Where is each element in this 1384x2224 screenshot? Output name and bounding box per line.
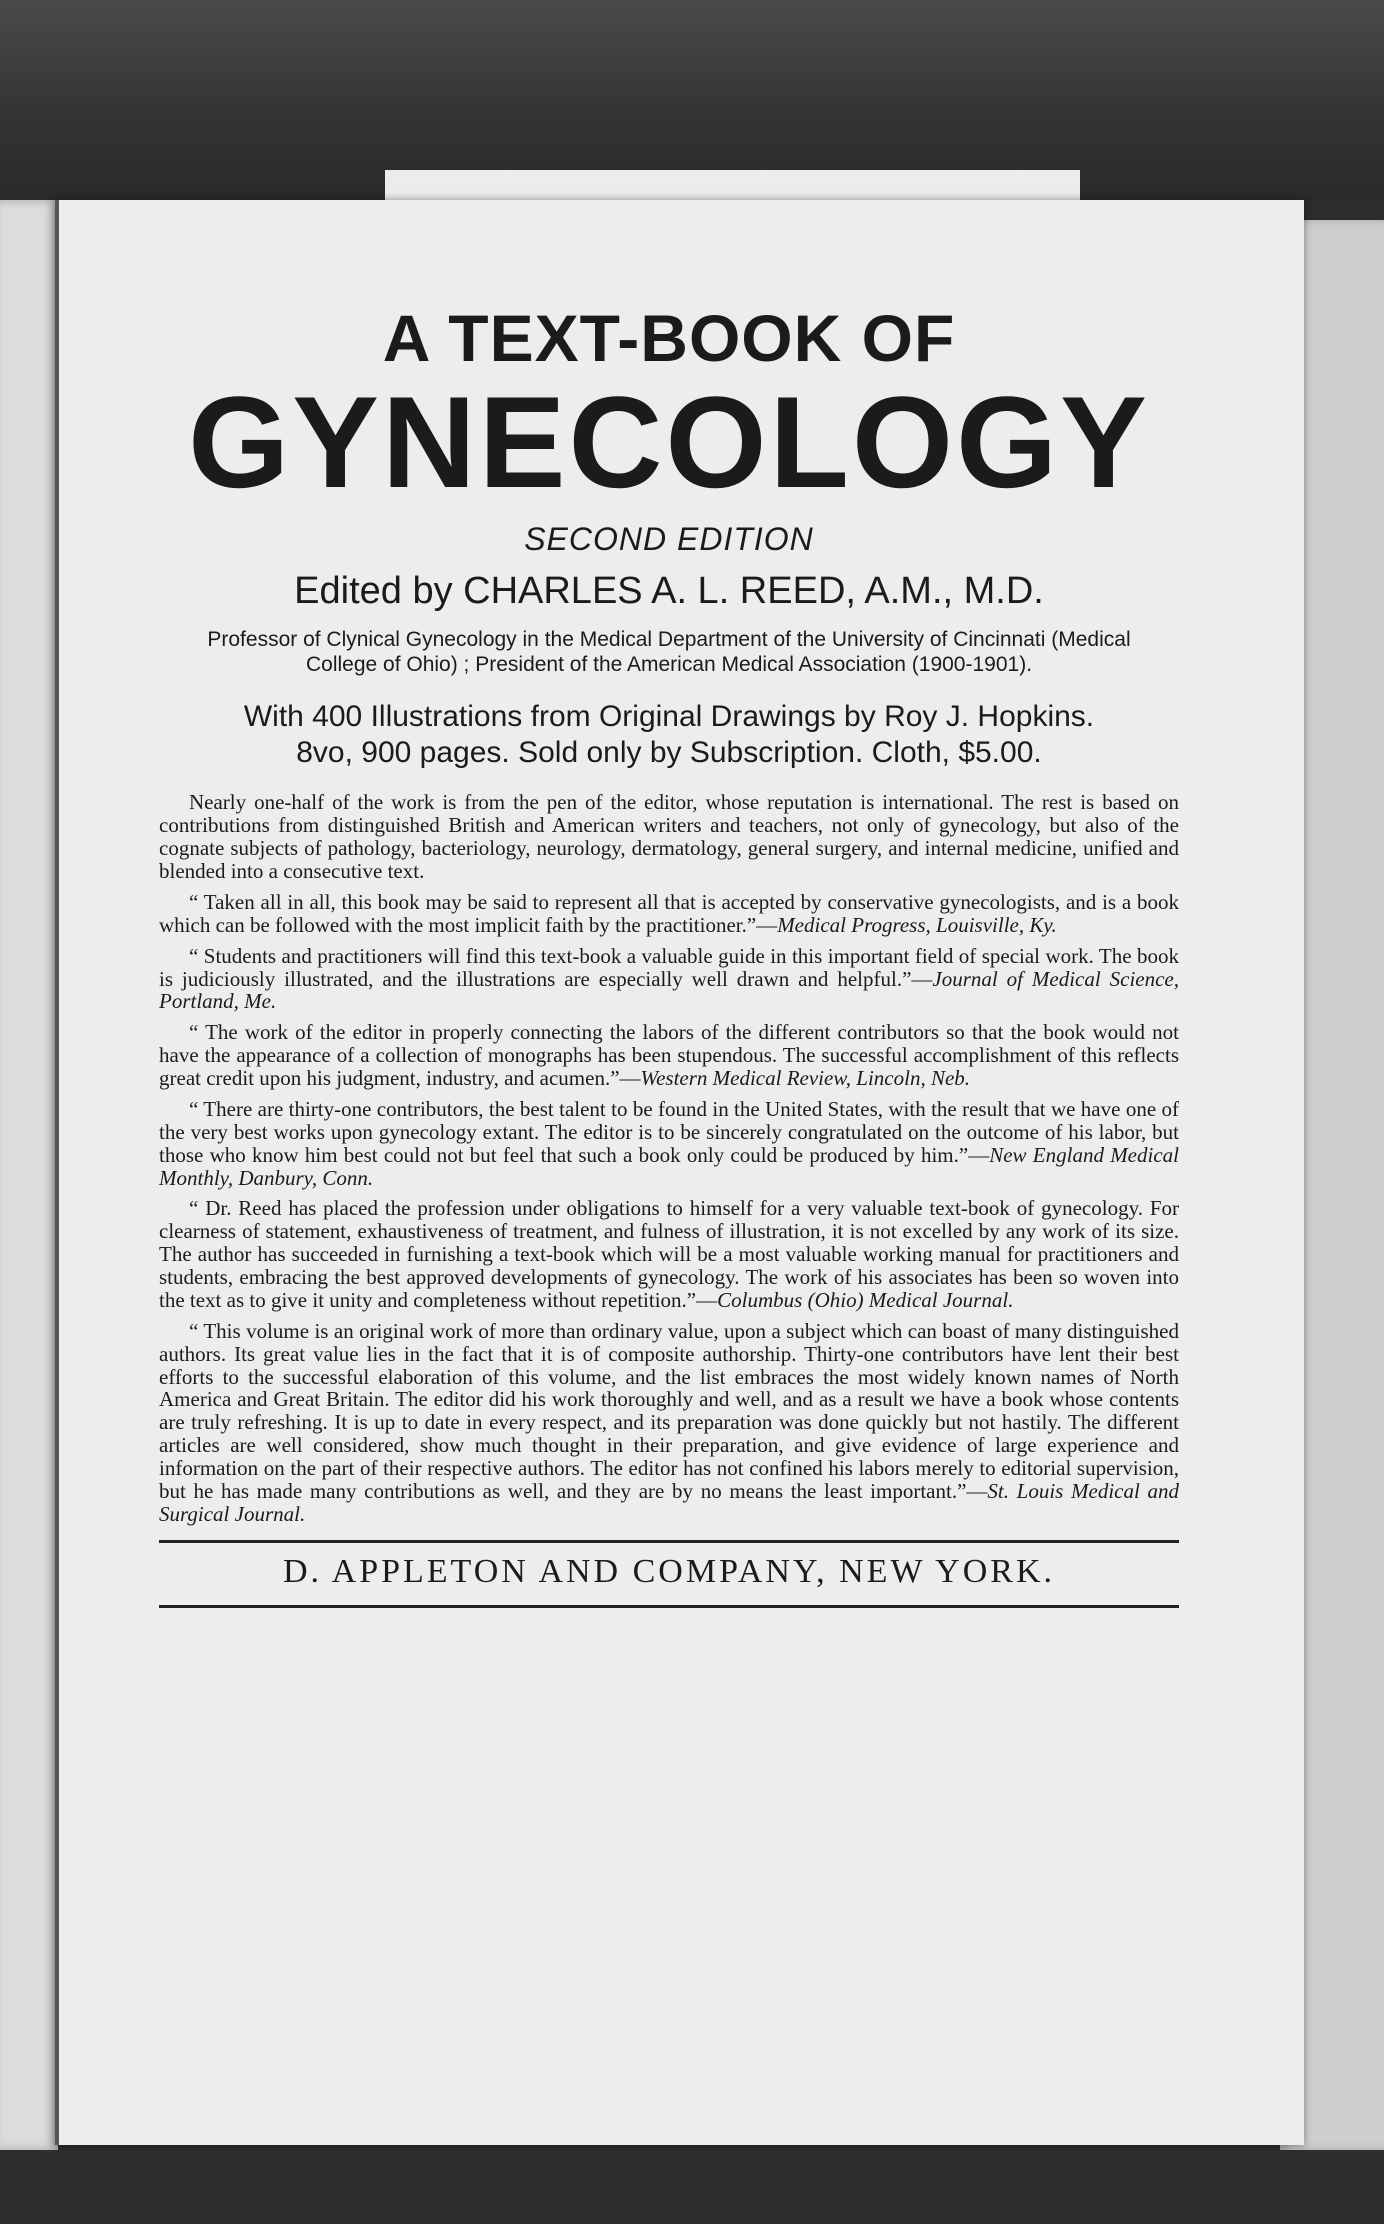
format-price-line: 8vo, 900 pages. Sold only by Subscription. Cloth, $5.00. xyxy=(296,736,1042,770)
paragraph xyxy=(159,945,1179,1014)
paragraph-text: “ Dr. Reed has placed the profession under obligations to himself for a very valuable text-book of gynecology. For clearness of statement, exhaustiveness of treatment, and fulness of illustration, it is not excelled by any work of its size. The author has succeeded in furnishing a text-book which will be a most valuable working manual for practitioners and students, embracing the best approved developments of gynecology. The work of his associates has been so woven into the text as to give it unity and completeness without repetition.”— xyxy=(159,1196,1179,1312)
edition-label: SECOND EDITION xyxy=(524,521,814,557)
paragraph xyxy=(159,1021,1179,1090)
paragraph xyxy=(159,1197,1179,1311)
editor-line: Edited by CHARLES A. L. REED, A.M., M.D. xyxy=(294,570,1044,612)
paragraph xyxy=(159,791,1179,883)
divider-bottom xyxy=(159,1605,1179,1608)
review-source: St. Louis Medical and Surgical Journal. xyxy=(159,1478,1180,1526)
paragraph-text: “ Taken all in all, this book may be said to represent all that is accepted by conservative gynecologists, and is a book which can be followed with the most implicit faith by the practitioner.”— xyxy=(159,889,1179,937)
paragraph xyxy=(159,1320,1179,1526)
illustrations-line: With 400 Illustrations from Original Drawings by Roy J. Hopkins. xyxy=(243,700,1095,734)
paragraph-text: “ Students and practitioners will find this text-book a valuable guide in this important field of special work. The book is judiciously illustrated, and the illustrations are especially well drawn and helpful.”— xyxy=(159,943,1179,991)
publisher-line: D. APPLETON AND COMPANY, NEW YORK. xyxy=(282,1552,1056,1590)
paragraph xyxy=(159,1098,1179,1190)
review-source: Journal of Medical Science, Portland, Me. xyxy=(159,966,1179,1014)
divider-top xyxy=(159,1540,1179,1543)
editor-credentials: Professor of Clynical Gynecology in the Medical Department of the University of Cincinnati (Medical College of Ohio) ; President of the American Medical Association (1900-1901). xyxy=(207,628,1131,677)
paragraph-text: “ There are thirty-one contributors, the best talent to be found in the United States, with the result that we have one of the very best works upon gynecology extant. The editor is to be sincerely congratulated on the outcome of his labor, but those who know him best could not but feel that such a book only could be produced by him.”— xyxy=(159,1096,1179,1167)
paragraph-text: “ The work of the editor in properly connecting the labors of the different contributors so that the book would not have the appearance of a collection of monographs has been stupendous. The successful accomplishment of this reflects great credit upon his judgment, industry, and acumen.”— xyxy=(159,1020,1179,1090)
book-details xyxy=(159,699,1179,771)
paragraph-text: Nearly one-half of the work is from the pen of the editor, whose reputation is international. The rest is based on contributions from distinguished British and American writers and teachers, not only of gynecology, but also of the cognate subjects of pathology, bacteriology, neurology, dermatology, general surgery, and internal medicine, unified and blended into a consecutive text. xyxy=(159,790,1179,883)
left-page-edge xyxy=(0,200,58,2150)
title-line-1: A TEXT-BOOK OF xyxy=(382,301,956,375)
paragraph xyxy=(159,891,1179,937)
description-body xyxy=(159,791,1179,1525)
page-content xyxy=(159,301,1180,1608)
review-source: Columbus (Ohio) Medical Journal. xyxy=(717,1287,1014,1312)
title-line-2: GYNECOLOGY xyxy=(188,369,1150,515)
document-page xyxy=(55,200,1304,2145)
background-bottom xyxy=(0,2150,1384,2224)
review-source: Western Medical Review, Lincoln, Neb. xyxy=(640,1066,971,1090)
review-source: Medical Progress, Louisville, Ky. xyxy=(777,912,1057,937)
paragraph-text: “ This volume is an original work of more than ordinary value, upon a subject which can boast of many distinguished authors. Its great value lies in the fact that it is of composite authorship. Thirty-one contributors have lent their best efforts to the successful elaboration of this volume, and the list embraces the most widely known names of North America and Great Britain. The editor did his work thoroughly and well, and as a result we have a book whose contents are truly refreshing. It is up to date in every respect, and its preparation was done quickly but not hastily. The different articles are well considered, show much thought in their preparation, and give evidence of large experience and information on the part of their respective authors. The editor has not confined his labors merely to editorial supervision, but he has made many contributions as well, and they are by no means the least important.”— xyxy=(159,1318,1179,1503)
review-source: New England Medical Monthly, Danbury, Conn. xyxy=(159,1142,1179,1190)
